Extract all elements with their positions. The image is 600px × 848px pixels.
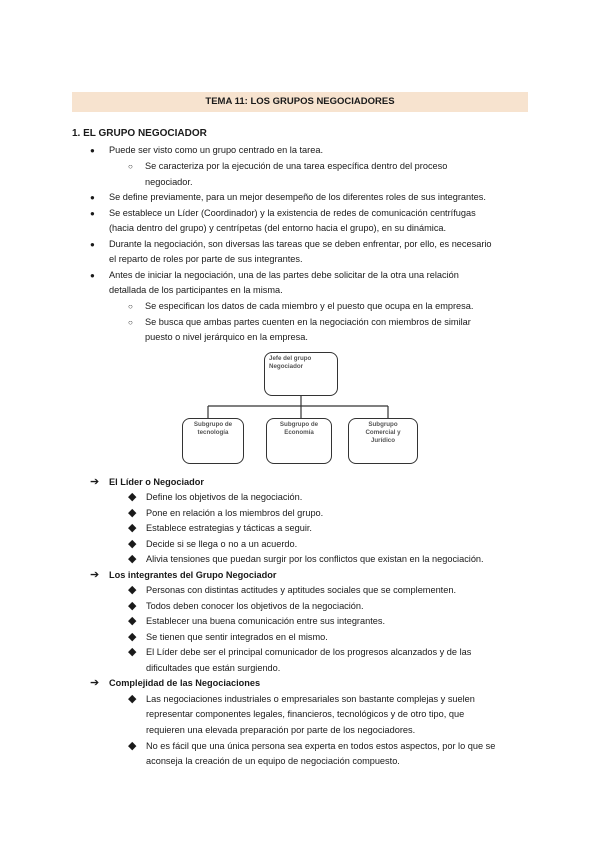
org-box-label: Subgrupo	[368, 421, 398, 428]
arrow-icon: ➔	[90, 569, 100, 581]
org-box-label: Subgrupo de	[193, 421, 233, 428]
subsection-heading: El Líder o Negociador	[109, 477, 204, 487]
bullet-circle: ○	[128, 318, 133, 327]
list-item: Establece estrategias y tácticas a seguir.	[146, 523, 312, 533]
org-box-technology	[182, 418, 244, 464]
list-item-continuation: detallada de los participantes en la misma.	[109, 285, 283, 295]
list-item: Se define previamente, para un mejor desempeño de los diferentes roles de sus integrantes.	[109, 192, 486, 202]
list-item: Se caracteriza por la ejecución de una tarea específica dentro del proceso	[145, 161, 448, 171]
list-item: Se establece un Líder (Coordinador) y la existencia de redes de comunicación centrífugas	[109, 208, 476, 218]
list-item: Decide si se llega o no a un acuerdo.	[146, 539, 298, 549]
org-box-label: Jefe del grupo	[269, 355, 312, 362]
bullet-circle: ○	[128, 302, 133, 311]
diamond-bullet-icon: ◆	[128, 507, 137, 519]
diamond-bullet-icon: ◆	[128, 615, 137, 627]
org-box-label: Jurídico	[370, 437, 396, 444]
org-chart	[176, 348, 426, 468]
list-item-continuation: aconseja la creación de un equipo de negociación compuesto.	[146, 756, 400, 766]
diamond-bullet-icon: ◆	[128, 631, 137, 643]
list-item-continuation: puesto o nivel jerárquico en la empresa.	[145, 332, 308, 342]
org-box-label: Comercial y	[365, 429, 401, 436]
list-item: Alivia tensiones que puedan surgir por los conflictos que existan en la negociación.	[146, 554, 484, 564]
list-item: Pone en relación a los miembros del grupo.	[146, 508, 324, 518]
list-item: Puede ser visto como un grupo centrado en la tarea.	[109, 145, 323, 155]
subsection-heading: Los integrantes del Grupo Negociador	[109, 570, 277, 580]
org-box-economy	[266, 418, 332, 464]
bullet-dot: ●	[90, 193, 95, 202]
diamond-bullet-icon: ◆	[128, 646, 137, 658]
list-item-continuation: (hacia dentro del grupo) y centrípetas (del entorno hacia el grupo), en su dinámica.	[109, 223, 447, 233]
diamond-bullet-icon: ◆	[128, 584, 137, 596]
diamond-bullet-icon: ◆	[128, 522, 137, 534]
bullet-dot: ●	[90, 146, 95, 155]
list-item-continuation: negociador.	[145, 177, 193, 187]
diamond-bullet-icon: ◆	[128, 538, 137, 550]
list-item: Se busca que ambas partes cuenten en la negociación con miembros de similar	[145, 317, 471, 327]
page-title: TEMA 11: LOS GRUPOS NEGOCIADORES	[72, 92, 528, 112]
list-item: Durante la negociación, son diversas las tareas que se deben enfrentar, por ello, es necesario	[109, 239, 492, 249]
arrow-icon: ➔	[90, 677, 100, 689]
diamond-bullet-icon: ◆	[128, 693, 137, 705]
org-box-leader	[264, 352, 338, 396]
list-item: Se tienen que sentir integrados en el mismo.	[146, 632, 328, 642]
list-item: Define los objetivos de la negociación.	[146, 492, 303, 502]
bullet-dot: ●	[90, 271, 95, 280]
list-item: Se especifican los datos de cada miembro y el puesto que ocupa en la empresa.	[145, 301, 474, 311]
subsection-heading: Complejidad de las Negociaciones	[109, 678, 261, 688]
org-box-label: Negociador	[269, 363, 304, 370]
org-box-label: Economía	[284, 429, 314, 436]
list-item: Establecer una buena comunicación entre sus integrantes.	[146, 616, 386, 626]
bullet-dot: ●	[90, 240, 95, 249]
list-item-continuation: el reparto de roles por parte de sus integrantes.	[109, 254, 303, 264]
list-item: No es fácil que una única persona sea experta en todos estos aspectos, por lo que se	[146, 741, 496, 751]
list-item: Todos deben conocer los objetivos de la negociación.	[146, 601, 364, 611]
diamond-bullet-icon: ◆	[128, 491, 137, 503]
diamond-bullet-icon: ◆	[128, 740, 137, 752]
org-box-label: Subgrupo de	[279, 421, 319, 428]
diamond-bullet-icon: ◆	[128, 553, 137, 565]
list-item-continuation: dificultades que están surgiendo.	[146, 663, 281, 673]
bullet-circle: ○	[128, 162, 133, 171]
list-item: El Líder debe ser el principal comunicador de los progresos alcanzados y de las	[146, 647, 472, 657]
list-item: Las negociaciones industriales o empresariales son bastante complejas y suelen	[146, 694, 475, 704]
list-item: Personas con distintas actitudes y aptitudes sociales que se complementen.	[146, 585, 456, 595]
list-item: Antes de iniciar la negociación, una de las partes debe solicitar de la otra una relación	[109, 270, 459, 280]
list-item-continuation: requieren una elevada preparación por parte de los negociadores.	[146, 725, 416, 735]
bullet-dot: ●	[90, 209, 95, 218]
org-box-label: tecnología	[197, 429, 229, 436]
diamond-bullet-icon: ◆	[128, 600, 137, 612]
section-heading: 1. EL GRUPO NEGOCIADOR	[72, 128, 207, 139]
org-box-commercial-legal	[348, 418, 418, 464]
arrow-icon: ➔	[90, 476, 100, 488]
list-item-continuation: representar componentes legales, financieros, tecnológicos y de otro tipo, que	[146, 709, 465, 719]
